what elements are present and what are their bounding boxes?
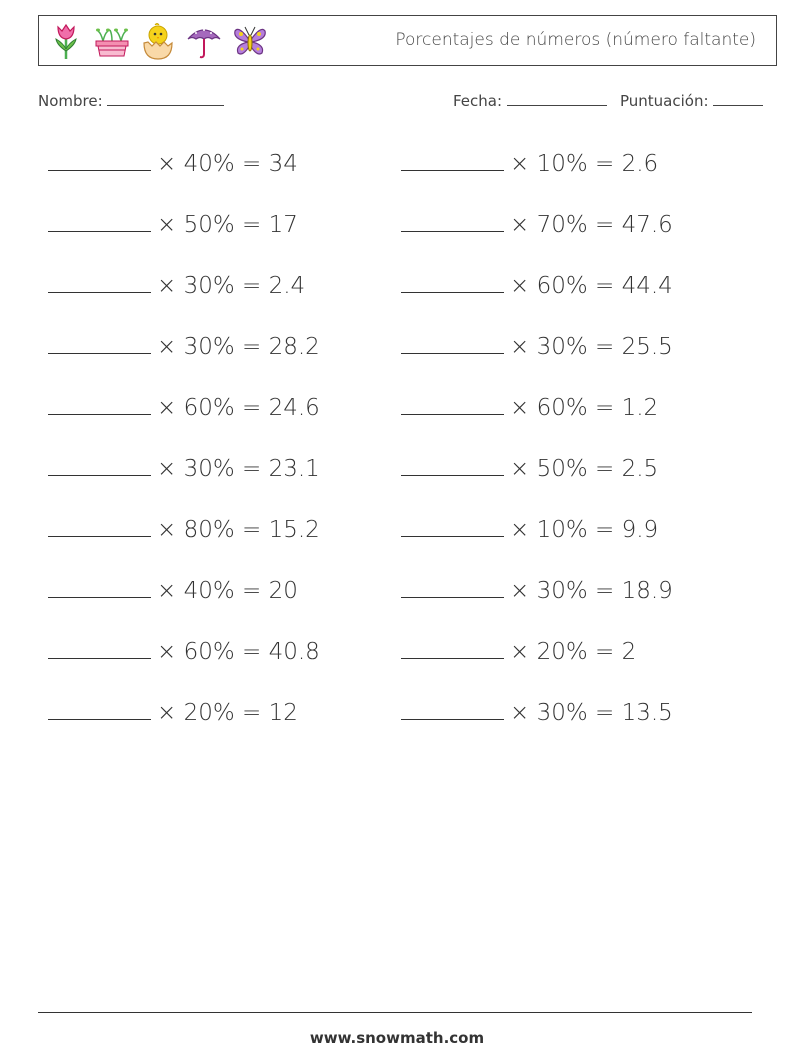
problem-expression: × 40% = 20	[157, 578, 298, 604]
score-field[interactable]	[620, 92, 763, 110]
problem-right-10[interactable]	[401, 699, 673, 726]
answer-blank[interactable]	[48, 577, 151, 598]
score-line[interactable]	[713, 93, 763, 106]
answer-blank[interactable]	[48, 516, 151, 537]
answer-blank[interactable]	[48, 272, 151, 293]
problem-expression: × 80% = 15.2	[157, 517, 320, 543]
answer-blank[interactable]	[401, 333, 504, 354]
seedling-pot-icon	[93, 21, 131, 61]
problem-expression: × 50% = 2.5	[510, 456, 659, 482]
problem-right-5[interactable]	[401, 394, 658, 421]
problem-expression: × 20% = 2	[510, 639, 637, 665]
problem-right-9[interactable]	[401, 638, 636, 665]
answer-blank[interactable]	[48, 211, 151, 232]
problem-expression: × 60% = 44.4	[510, 273, 673, 299]
answer-blank[interactable]	[401, 577, 504, 598]
problem-expression: × 30% = 13.5	[510, 700, 673, 726]
answer-blank[interactable]	[401, 394, 504, 415]
problem-right-8[interactable]	[401, 577, 673, 604]
answer-blank[interactable]	[48, 394, 151, 415]
problem-left-4[interactable]	[48, 333, 320, 360]
problem-left-5[interactable]	[48, 394, 320, 421]
problem-right-3[interactable]	[401, 272, 673, 299]
problem-expression: × 30% = 23.1	[157, 456, 320, 482]
answer-blank[interactable]	[48, 150, 151, 171]
name-label: Nombre:	[38, 92, 103, 110]
score-label: Puntuación:	[620, 92, 709, 110]
name-field[interactable]	[38, 92, 224, 110]
answer-blank[interactable]	[401, 638, 504, 659]
name-line[interactable]	[107, 93, 224, 106]
worksheet-header	[38, 15, 777, 66]
header-icons	[47, 21, 269, 61]
answer-blank[interactable]	[48, 699, 151, 720]
problem-expression: × 60% = 1.2	[510, 395, 659, 421]
answer-blank[interactable]	[48, 333, 151, 354]
answer-blank[interactable]	[401, 455, 504, 476]
problem-expression: × 60% = 24.6	[157, 395, 320, 421]
butterfly-icon	[231, 21, 269, 61]
answer-blank[interactable]	[401, 516, 504, 537]
answer-blank[interactable]	[401, 150, 504, 171]
problem-right-4[interactable]	[401, 333, 673, 360]
problem-expression: × 30% = 25.5	[510, 334, 673, 360]
problem-expression: × 70% = 47.6	[510, 212, 673, 238]
problem-expression: × 60% = 40.8	[157, 639, 320, 665]
hatching-chick-icon	[139, 21, 177, 61]
problem-left-7[interactable]	[48, 516, 320, 543]
problem-left-2[interactable]	[48, 211, 298, 238]
problem-left-6[interactable]	[48, 455, 320, 482]
problem-expression: × 10% = 2.6	[510, 151, 659, 177]
problem-left-3[interactable]	[48, 272, 305, 299]
problem-right-2[interactable]	[401, 211, 673, 238]
problem-right-6[interactable]	[401, 455, 658, 482]
answer-blank[interactable]	[48, 638, 151, 659]
umbrella-icon	[185, 21, 223, 61]
problem-expression: × 20% = 12	[157, 700, 298, 726]
problem-expression: × 10% = 9.9	[510, 517, 659, 543]
problem-expression: × 40% = 34	[157, 151, 298, 177]
tulip-icon	[47, 21, 85, 61]
date-line[interactable]	[507, 93, 607, 106]
problem-left-8[interactable]	[48, 577, 298, 604]
problem-left-1[interactable]	[48, 150, 298, 177]
problem-left-9[interactable]	[48, 638, 320, 665]
problem-left-10[interactable]	[48, 699, 298, 726]
answer-blank[interactable]	[401, 699, 504, 720]
footer-divider	[38, 1012, 752, 1013]
worksheet-title: Porcentajes de números (número faltante)	[395, 30, 756, 50]
answer-blank[interactable]	[401, 272, 504, 293]
problem-expression: × 50% = 17	[157, 212, 298, 238]
date-field[interactable]	[453, 92, 607, 110]
footer-website: www.snowmath.com	[309, 1029, 485, 1047]
problem-expression: × 30% = 28.2	[157, 334, 320, 360]
answer-blank[interactable]	[401, 211, 504, 232]
answer-blank[interactable]	[48, 455, 151, 476]
problem-expression: × 30% = 2.4	[157, 273, 306, 299]
date-label: Fecha:	[453, 92, 503, 110]
problem-expression: × 30% = 18.9	[510, 578, 673, 604]
problem-right-1[interactable]	[401, 150, 658, 177]
problem-right-7[interactable]	[401, 516, 658, 543]
